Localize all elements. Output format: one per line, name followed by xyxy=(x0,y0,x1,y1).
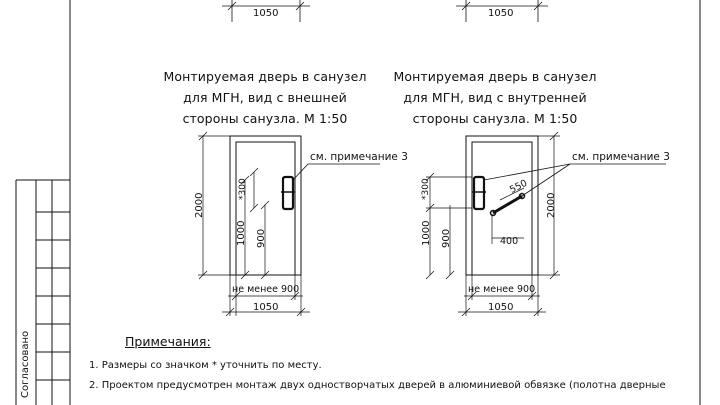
left-rail-height-dimension: 1000 xyxy=(236,220,247,246)
right-total-width-dimension: 1050 xyxy=(488,302,514,313)
right-handle-height-dimension: 900 xyxy=(441,228,452,248)
left-height-dimension: 2000 xyxy=(194,192,205,218)
left-door-frame-outer xyxy=(230,136,301,275)
note-1: 1. Размеры со значком * уточнить по месту. xyxy=(89,360,322,371)
top-right-width-label: 1050 xyxy=(488,8,514,19)
right-callout-label: см. примечание 3 xyxy=(572,151,670,163)
right-view-caption: Монтируемая дверь в санузел для МГН, вид с внутренней стороны санузла. М 1:50 xyxy=(393,69,597,126)
right-door-frame-outer xyxy=(466,136,538,275)
right-rail-height-dimension: 1000 xyxy=(421,220,432,246)
right-clear-width-dimension: не менее 900 xyxy=(468,284,536,295)
note-2: 2. Проектом предусмотрен монтаж двух одностворчатых дверей в алюминиевой обвязке (полотна дверные xyxy=(89,380,666,391)
top-left-width-label: 1050 xyxy=(253,8,279,19)
notes-title: Примечания: xyxy=(125,334,211,349)
right-rail-offset-dimension: 400 xyxy=(500,236,519,247)
right-door-support-rail xyxy=(493,196,522,213)
left-door-handle xyxy=(283,177,293,209)
left-view-caption: Монтируемая дверь в санузел для МГН, вид с внешней стороны санузла. М 1:50 xyxy=(163,69,367,126)
left-callout-label: см. примечание 3 xyxy=(310,151,408,163)
left-handle-height-dimension: 900 xyxy=(256,228,267,248)
right-height-dimension: 2000 xyxy=(546,192,557,218)
left-handle-range-dimension: *300 xyxy=(238,178,248,200)
approval-stamp-label: Согласовано xyxy=(20,330,31,398)
left-total-width-dimension: 1050 xyxy=(253,302,279,313)
right-handle-range-dimension: *300 xyxy=(421,178,431,200)
right-rail-length-dimension: 550 xyxy=(508,177,530,196)
right-door-handle xyxy=(474,177,484,209)
left-clear-width-dimension: не менее 900 xyxy=(232,284,300,295)
